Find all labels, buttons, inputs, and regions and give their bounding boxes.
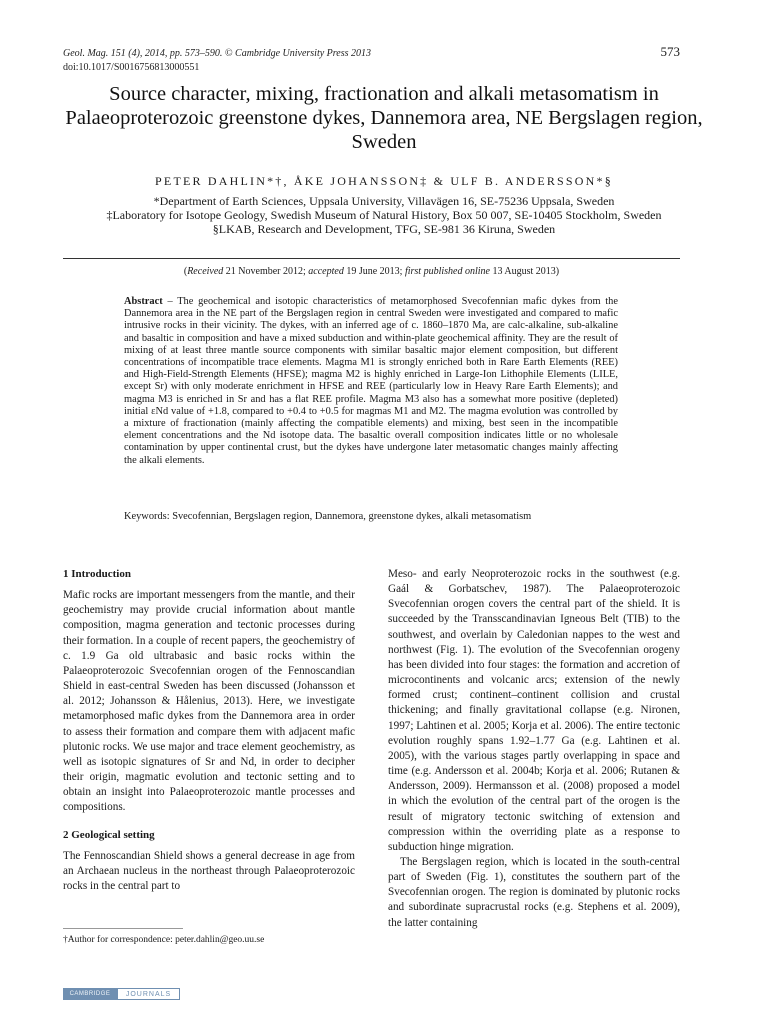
- received-date: 21 November 2012;: [225, 266, 306, 277]
- received-dates: (Received 21 November 2012; accepted 19 June 2013; first published online 13 August 2013): [183, 266, 560, 277]
- bergslagen-paragraph: The Bergslagen region, which is located in the south-central part of Sweden (Fig. 1), constitutes the southern part of the Svecofennian orogen. The region is dominated by plutonic rocks and subordinate supracrustal rocks (e.g. Stephens et al. 2009), the latter containing: [388, 855, 680, 929]
- left-column: [63, 567, 355, 894]
- logo-journals: JOURNALS: [117, 988, 180, 1000]
- geological-setting-paragraph: The Fennoscandian Shield shows a general decrease in age from an Archaean nucleus in the northeast through Palaeoproterozoic rocks in the central part to: [63, 849, 355, 892]
- accepted-label: accepted: [308, 266, 344, 277]
- journal-citation: Geol. Mag. 151 (4), 2014, pp. 573–590. © Cambridge University Press 2013: [63, 48, 372, 59]
- footnote-divider: [63, 928, 183, 929]
- received-label: Received: [187, 266, 224, 277]
- geological-setting-heading: 2 Geological setting: [63, 828, 155, 841]
- affiliation-stockholm: ‡Laboratory for Isotope Geology, Swedish Museum of Natural History, Box 50 007, SE-10405 Stockholm, Sweden: [106, 208, 662, 222]
- cambridge-journals-logo: [63, 988, 180, 1000]
- article-title: Source character, mixing, fractionation and alkali metasomatism in Palaeoproterozoic greenstone dykes, Dannemora area, NE Bergslagen region, Sweden: [65, 83, 703, 153]
- abstract: [124, 296, 618, 467]
- doi[interactable]: doi:10.1017/S0016756813000551: [63, 62, 200, 73]
- published-date: 13 August 2013: [492, 266, 556, 277]
- affiliation-uppsala: *Department of Earth Sciences, Uppsala University, Villavägen 16, SE-75236 Uppsala, Sweden: [153, 194, 615, 208]
- author-list: PETER DAHLIN*†, ÅKE JOHANSSON‡ & ULF B. ANDERSSON*§: [155, 174, 613, 188]
- right-column: [388, 567, 680, 931]
- geological-setting-continued: Meso- and early Neoproterozoic rocks in the southwest (e.g. Gaál & Gorbatschev, 1987). The Palaeoproterozoic Svecofennian orogen covers the central part of the shield. It is succeeded by the Transscandinavian Igneous Belt (TIB) to the southwest, and overlain by Caledonian nappes to the west and northwest (Fig. 1). The evolution of the Svecofennian orogeny has been divided into four stages: the formation and accretion of microcontinents and volcanic arcs; extension of the newly formed crust; continent–continent collision and crustal thickening; and finally gravitational collapse (e.g. Nironen, 1997; Lahtinen et al. 2005; Korja et al. 2006). The entire tectonic evolution roughly spans 1.92–1.77 Ga (e.g. Lahtinen et al. 2005), with the various stages partly overlapping in space and time (e.g. Andersson et al. 2004b; Korja et al. 2006; Rutanen & Andersson, 2009). Hermansson et al. (2008) proposed a model in which the evolution of the central part of the orogen is the result of migratory tectonic switching of extension and compression within the overriding plate as a response to subduction hinge migration.: [388, 568, 680, 853]
- introduction-heading: 1 Introduction: [63, 568, 131, 580]
- affiliation-lkab: §LKAB, Research and Development, TFG, SE-981 36 Kiruna, Sweden: [212, 222, 556, 236]
- abstract-text: – The geochemical and isotopic characteristics of metamorphosed Svecofennian mafic dykes from the Dannemora area in the NE part of the Bergslagen region in central Sweden were investigated and compared to mafic intrusive rocks in their vicinity. The dykes, with an inferred age of c. 1860–1870 Ma, are calc-alkaline, sub-alkaline and basaltic in composition and have a mixed subduction and within-plate geochemical affinity. They are the result of mixing of at least three mantle source components with similar basaltic major element composition, but different concentrations of incompatible trace elements. Magma M1 is strongly enriched both in Rare Earth Elements (REE) and High-Field-Strength Elements (HFSE); magma M2 is highly enriched in Large-Ion Lithophile Elements (LILE, except Sr) with only moderate enrichment in HFSE and REE (particularly low in Heavy Rare Earth Elements); and magma M3 is enriched in Sr and has a flat REE profile. Magma M3 also has a somewhat more positive (depleted) initial εNd value of +1.8, compared to +0.4 to +0.5 for magmas M1 and M2. The magma evolution was controlled by a mixture of fractionation (mainly affecting the compatible elements) and mixing, best seen in the incompatible element concentrations and the Nd isotope data. The basaltic overall composition indicates little or no wholesale contamination by upper continental crust, but the dykes have undergone later metasomatic changes mainly affecting the alkali elements.: [124, 296, 618, 466]
- abstract-label: Abstract: [124, 296, 163, 307]
- keywords: Keywords: Svecofennian, Bergslagen region, Dannemora, greenstone dykes, alkali metasomatism: [124, 511, 532, 522]
- header-divider: [63, 258, 680, 259]
- affiliations: [40, 194, 728, 236]
- logo-cambridge: CAMBRIDGE: [63, 988, 117, 1000]
- introduction-paragraph: Mafic rocks are important messengers from the mantle, and their geochemistry may provide crucial information about mantle composition, magma generation and tectonic processes during their formation. In a couple of recent papers, the geochemistry of c. 1.9 Ga old ultrabasic and basic rocks within the Palaeoproterozoic Svecofennian orogen of the Fennoscandian Shield in east-central Sweden has been discussed (Johansson et al. 2012; Johansson & Hålenius, 2013). Here, we investigate metamorphosed mafic dykes from the Dannemora area in order to assess their formation and compare them with adjacent mafic plutonic rocks. We use major and trace element geochemistry, as well as isotopic signatures of Sr and Nd, in order to decipher their origin, magmatic evolution and tectonic setting and to obtain an insight into Palaeoproterozoic mantle processes and compositions.: [63, 589, 355, 814]
- accepted-date: 19 June 2013;: [346, 266, 403, 277]
- published-label: first published online: [404, 266, 490, 277]
- page-number: 573: [660, 44, 680, 59]
- correspondence-footnote: †Author for correspondence: peter.dahlin@geo.uu.se: [63, 935, 265, 945]
